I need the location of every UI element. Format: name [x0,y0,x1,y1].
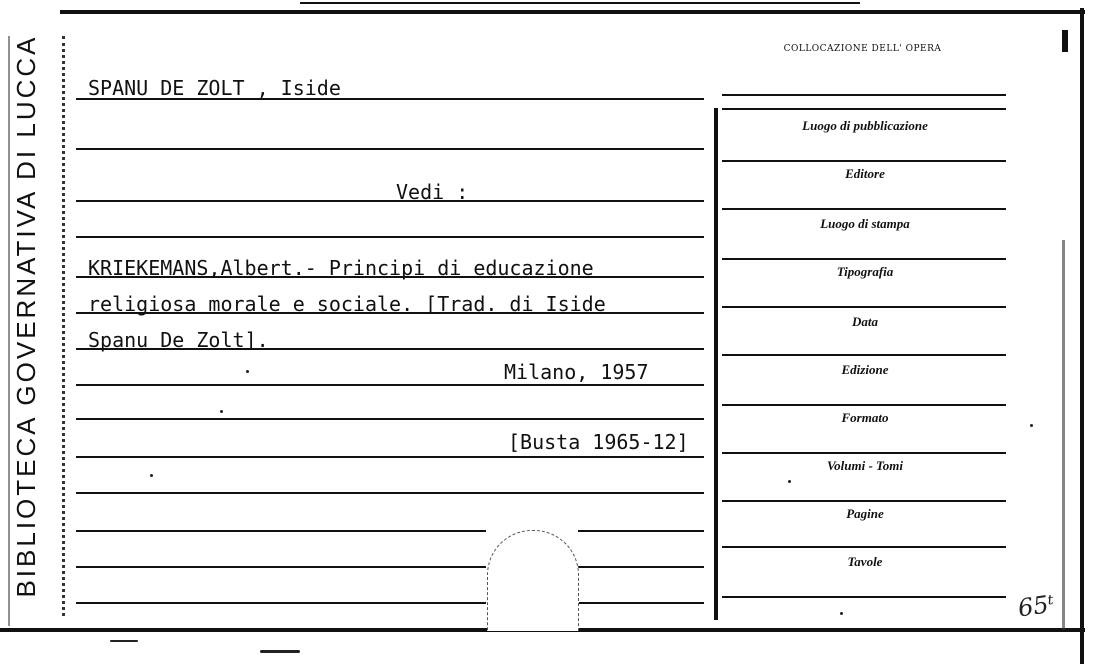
scan-streak [260,650,300,653]
ruled-line [578,530,704,532]
place-date: Milano, 1957 [504,360,649,384]
scan-speck [246,370,249,373]
library-name-vertical: BIBLIOTECA GOVERNATIVA DI LUCCA [11,34,41,598]
ruled-line [76,492,704,494]
ruled-line [76,418,704,420]
entry-line-3: Spanu De Zolt]. [88,328,269,352]
field-luogo-pubblicazione: Luogo di pubblicazione [802,118,928,133]
panel-rule [722,546,1006,548]
field-tipografia: Tipografia [836,264,894,279]
field-pagine: Pagine [846,506,884,521]
right-edge-mark [1062,240,1065,630]
panel-rule [722,452,1006,454]
panel-rule [722,404,1006,406]
handwritten-number: 65ᵗ [1016,589,1057,623]
entry-line-2: religiosa morale e sociale. [Trad. di Iside [88,292,606,316]
ruled-line [76,602,486,604]
panel-rule [722,94,1006,96]
scan-speck [1030,424,1033,427]
scan-speck [220,410,223,413]
field-editore: Editore [845,166,885,181]
top-border [60,10,1085,14]
field-volumi-tomi: Volumi - Tomi [826,458,904,473]
shelfmark: [Busta 1965-12] [508,430,689,454]
field-tavole: Tavole [847,554,883,569]
panel-rule [722,596,1006,598]
panel-rule [722,354,1006,356]
scan-speck [788,480,791,483]
see-reference: Vedi : [396,180,469,204]
ruled-line [76,456,704,458]
ruled-line [76,566,486,568]
panel-title: COLLOCAZIONE DELL' OPERA [783,44,942,54]
scan-speck [150,474,153,477]
main-heading: SPANU DE ZOLT , Iside [88,76,341,100]
field-luogo-stampa: Luogo di stampa [820,216,910,231]
panel-left-border [714,108,718,620]
ruled-line [76,530,486,532]
panel-rule [722,500,1006,502]
right-border [1080,8,1084,664]
top-border-outer [300,2,860,4]
panel-rule [722,160,1006,162]
ruled-line [578,602,704,604]
ruled-line [76,384,704,386]
left-dotted-margin [62,36,65,616]
panel-rule [722,258,1006,260]
scan-streak [110,640,138,642]
ruled-line [76,148,704,150]
punch-hole [487,530,579,631]
panel-rule [722,306,1006,308]
scan-speck [840,612,843,615]
ruled-line [578,566,704,568]
field-formato: Formato [841,410,889,425]
entry-line-1: KRIEKEMANS,Albert.- Principi di educazione [88,256,594,280]
field-data: Data [852,314,878,329]
ruled-line [76,236,704,238]
corner-mark [1062,30,1068,52]
panel-rule [722,208,1006,210]
panel-rule [722,108,1006,110]
field-edizione: Edizione [841,362,889,377]
ruled-line [76,200,704,202]
